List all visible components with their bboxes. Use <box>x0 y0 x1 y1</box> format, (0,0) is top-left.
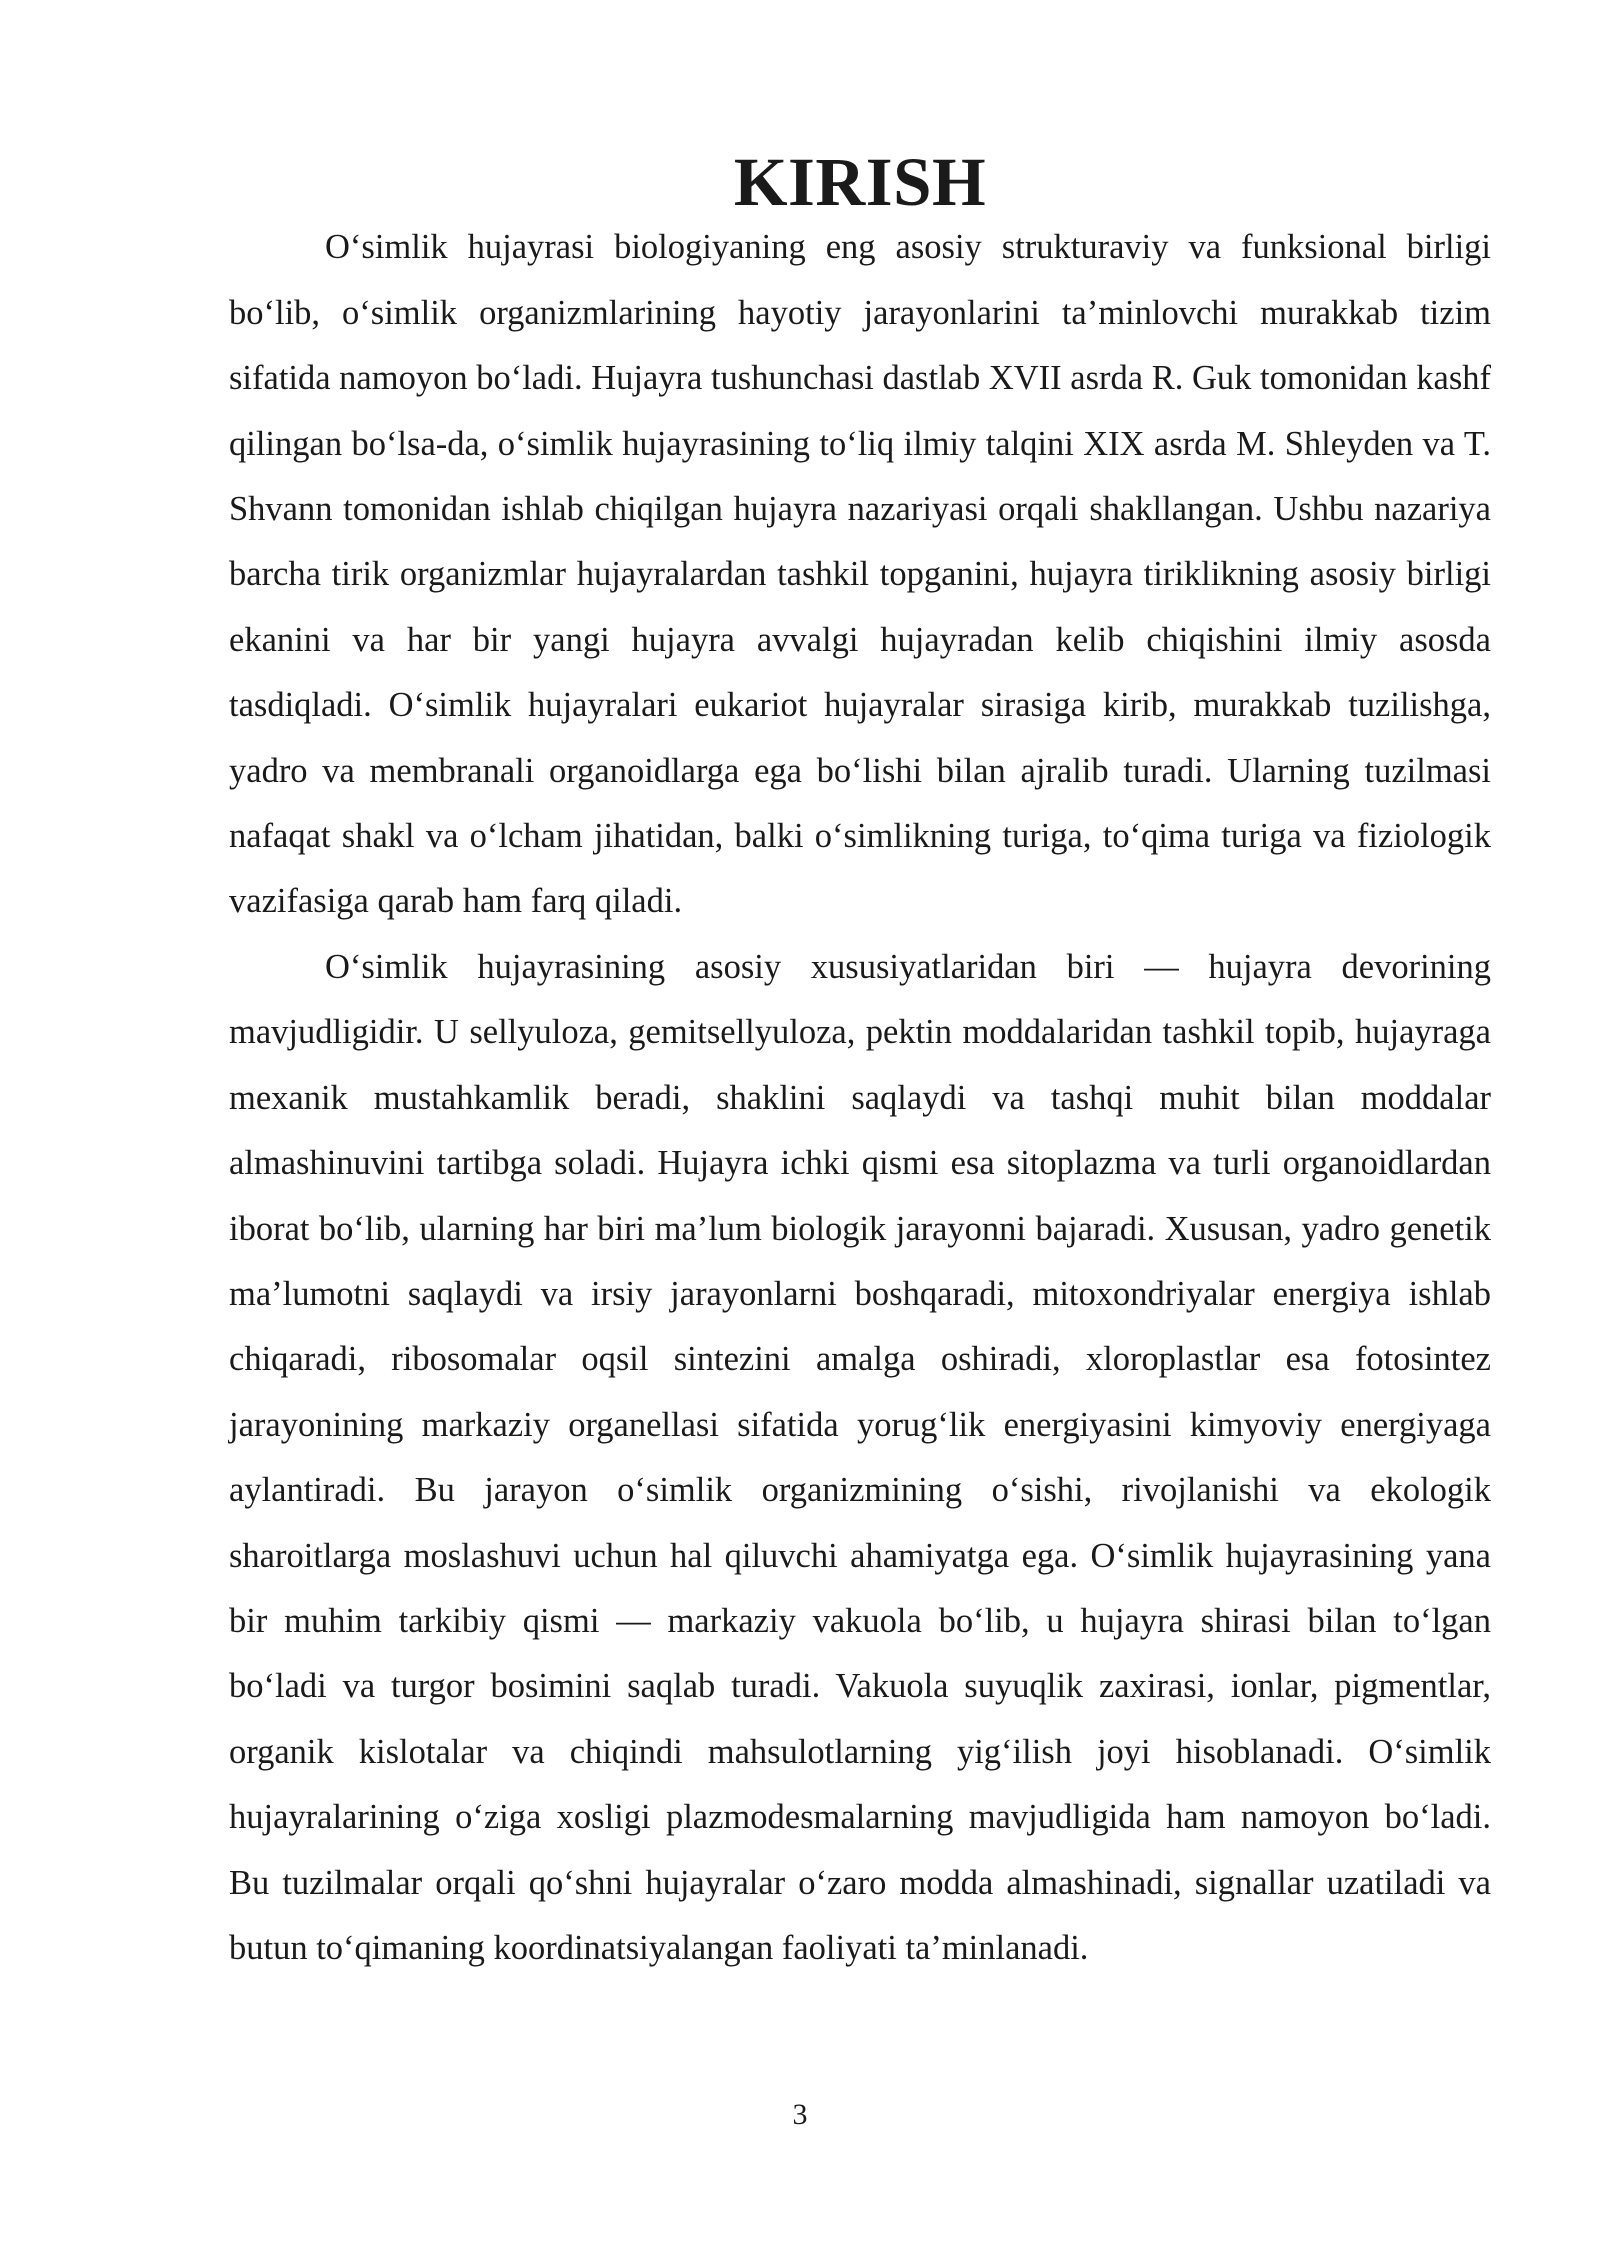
paragraph-cell-structure: O‘simlik hujayrasining asosiy xususiyatlaridan biri — hujayra devorining mavjudligidir. U sellyuloza, gemitsellyuloza, pektin moddalaridan tashkil topib, hujayraga mexanik mustahkamlik beradi, shaklini saqlaydi va tashqi muhit bilan moddalar almashinuvini tartibga soladi. Hujayra ichki qismi esa sitoplazma va turli organoidlardan iborat bo‘lib, ularning har biri ma’lum biologik jarayonni bajaradi. Xususan, yadro genetik ma’lumotni saqlaydi va irsiy jarayonlarni boshqaradi, mitoxondriyalar energiya ishlab chiqaradi, ribosomalar oqsil sintezini amalga oshiradi, xloroplastlar esa fotosintez jarayonining markaziy organellasi sifatida yorug‘lik energiyasini kimyoviy energiyaga aylantiradi. Bu jarayon o‘simlik organizmining o‘sishi, rivojlanishi va ekologik sharoitlarga moslashuvi uchun hal qiluvchi ahamiyatga ega. O‘simlik hujayrasining yana bir muhim tarkibiy qismi — markaziy vakuola bo‘lib, u hujayra shirasi bilan to‘lgan bo‘ladi va turgor bosimini saqlab turadi. Vakuola suyuqlik zaxirasi, ionlar, pigmentlar, organik kislotalar va chiqindi mahsulotlarning yig‘ilish joyi hisoblanadi. O‘simlik hujayralarining o‘ziga xosligi plazmodesmalarning mavjudligida ham namoyon bo‘ladi. Bu tuzilmalar orqali qo‘shni hujayralar o‘zaro modda almashinadi, signallar uzatiladi va butun to‘qimaning koordinatsiyalangan faoliyati ta’minlanadi. <box>229 947 1491 1967</box>
document-page <box>229 144 1491 1981</box>
paragraph-intro: O‘simlik hujayrasi biologiyaning eng asosiy strukturaviy va funksional birligi bo‘lib, o‘simlik organizmlarining hayotiy jarayonlarini ta’minlovchi murakkab tizim sifatida namoyon bo‘ladi. Hujayra tushunchasi dastlab XVII asrda R. Guk tomonidan kashf qilingan bo‘lsa-da, o‘simlik hujayrasining to‘liq ilmiy talqini XIX asrda M. Shleyden va T. Shvann tomonidan ishlab chiqilgan hujayra nazariyasi orqali shakllangan. Ushbu nazariya barcha tirik organizmlar hujayralardan tashkil topganini, hujayra tiriklikning asosiy birligi ekanini va har bir yangi hujayra avvalgi hujayradan kelib chiqishini ilmiy asosda tasdiqladi. O‘simlik hujayralari eukariot hujayralar sirasiga kirib, murakkab tuzilishga, yadro va membranali organoidlarga ega bo‘lishi bilan ajralib turadi. Ularning tuzilmasi nafaqat shakl va o‘lcham jihatidan, balki o‘simlikning turiga, to‘qima turiga va fiziologik vazifasiga qarab ham farq qiladi. <box>229 228 1491 921</box>
section-title: KIRISH <box>733 144 987 220</box>
page-number: 3 <box>792 2098 808 2131</box>
